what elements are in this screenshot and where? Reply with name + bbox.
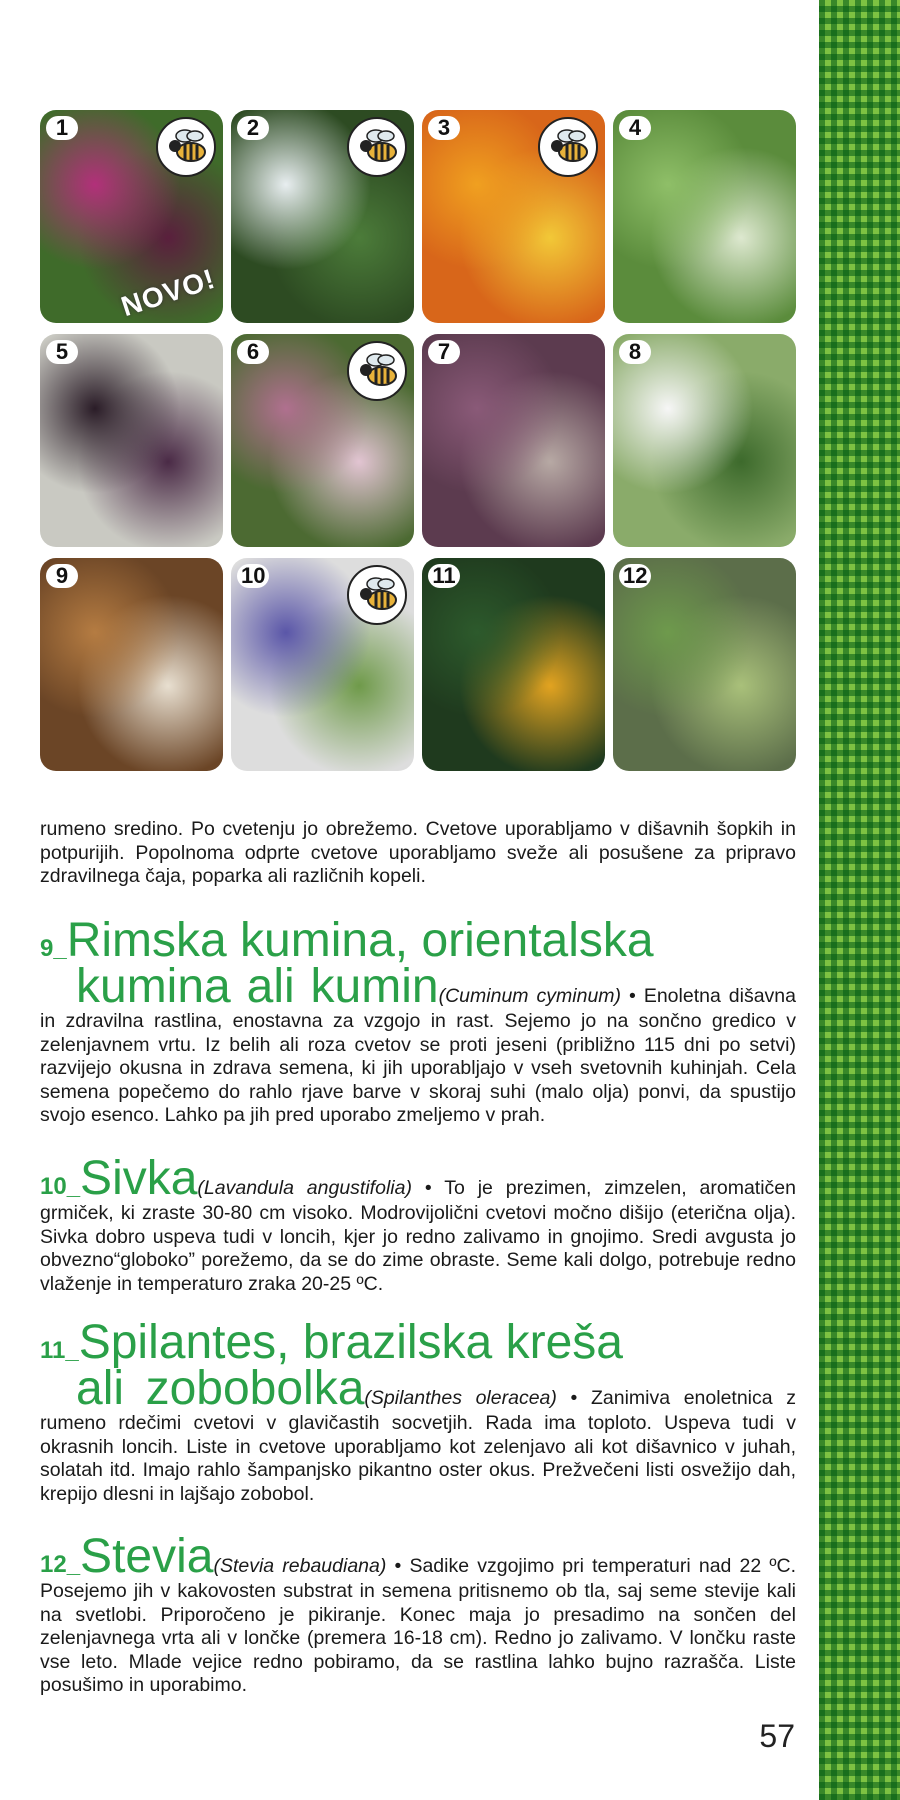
photo-number: 5 xyxy=(46,340,78,364)
section-body: • To je prezimen, zimzelen, aromatičen grmiček, ki zraste 30-80 cm visoko. Modrovijolični cvetovi močno dišijo (eterična olja). Sivka dobro uspeva tudi v loncih, kjer jo redno zalivamo in gnojimo. Sredi avgusta jo obvezno“globoko” porežemo, da se do zime obraste. Seme kali dolgo, potrebuje redno vlaženje in temperaturo zraka 20-25 ºC. xyxy=(40,1177,796,1295)
plant-photo-10 xyxy=(231,558,414,771)
section-title: Spilantes, brazilska kreša xyxy=(78,1316,623,1369)
bee-icon xyxy=(346,340,408,402)
photo-number: 7 xyxy=(428,340,460,364)
plant-photo-11 xyxy=(422,558,605,771)
checkered-border xyxy=(819,0,900,1800)
new-badge: NOVO! xyxy=(117,262,220,323)
section-title: Stevia xyxy=(80,1530,214,1583)
photo-number: 3 xyxy=(428,116,460,140)
section-title-cont: kumina ali kumin xyxy=(76,960,439,1013)
bee-icon xyxy=(346,564,408,626)
section-title: Rimska kumina, orientalska xyxy=(66,914,654,967)
section-12 xyxy=(40,1530,796,1698)
latin-name: (Stevia rebaudiana) xyxy=(213,1555,387,1577)
section-11 xyxy=(40,1316,796,1506)
photo-number: 4 xyxy=(619,116,651,140)
section-number: 12_ xyxy=(40,1551,81,1578)
section-9 xyxy=(40,914,797,1128)
plant-photo-5 xyxy=(40,334,223,547)
section-title: Sivka xyxy=(80,1152,198,1205)
plant-photo-6 xyxy=(231,334,414,547)
plant-photo-2 xyxy=(231,110,414,323)
plant-photo-3 xyxy=(422,110,605,323)
plant-photo-8 xyxy=(613,334,796,547)
section-number: 10_ xyxy=(40,1173,81,1200)
section-body: • Sadike vzgojimo pri temperaturi nad 22 ºC. Posejemo jih v kakovosten substrat in semena pritisnemo ob tla, saj seme stevije kali na svetlobi. Priporočeno je pikiranje. Konec maja jo presadimo na sončen del zelenjavnega vrta ali v lončke (premera 16-18 cm). Redno jo zalivamo. V lončku raste vse leto. Mlade vejice redno pobiramo, da se rastlina lahko bujno razrašča. Liste posušimo in uporabimo. xyxy=(40,1555,796,1696)
plant-photo-12 xyxy=(613,558,796,771)
photo-number: 6 xyxy=(237,340,269,364)
bee-icon xyxy=(346,116,408,178)
photo-number: 1 xyxy=(46,116,78,140)
section-title-cont: ali zobobolka xyxy=(76,1362,365,1415)
page-number: 57 xyxy=(759,1718,795,1754)
photo-number: 9 xyxy=(46,564,78,588)
photo-number: 11 xyxy=(428,564,460,588)
photo-number: 10 xyxy=(237,564,269,588)
plant-photo-7 xyxy=(422,334,605,547)
latin-name: (Spilanthes oleracea) xyxy=(364,1387,557,1409)
section-number: 11_ xyxy=(40,1337,79,1364)
photo-number: 8 xyxy=(619,340,651,364)
section-10 xyxy=(40,1152,796,1296)
latin-name: (Lavandula angustifolia) xyxy=(197,1177,412,1199)
latin-name: (Cuminum cyminum) xyxy=(438,985,622,1007)
intro-paragraph: rumeno sredino. Po cvetenju jo obrežemo. Cvetove uporabljamo v dišavnih šopkih in potpurijih. Popolnoma odprte cvetove uporabljamo sveže ali posušene za pripravo zdravilnega čaja, poparka ali različnih kopeli. xyxy=(40,818,796,887)
plant-photo-4 xyxy=(613,110,796,323)
section-body: • Zanimiva enoletnica z rumeno rdečimi cvetovi v glavičastih socvetjih. Rada ima toploto. Uspeva tudi v okrasnih loncih. Liste in cvetove uporabljamo kot zelenjavo ali kot dišavnico v juhah, solatah itd. Imajo rahlo šampanjsko pikantno oster okus. Prežvečeni listi osvežijo dah, krepijo dlesni in lajšajo zobobol. xyxy=(40,1387,796,1505)
bee-icon xyxy=(155,116,217,178)
section-body: • Enoletna dišavna in zdravilna rastlina, enostavna za vzgojo in rast. Sejemo jo na sončno gredico v zelenjavnem vrtu. Iz belih ali roza cvetov se proti jeseni (približno 115 dni po setvi) razvijejo okusna in zdrava semena, ki jih uporabljajo v vseh svetovnih kuhinjah. Cela semena popečemo do rahlo rjave barve v skoraj suhi (malo olja) ponvi, da spustijo svojo esenco. Lahko pa jih pred uporabo zmeljemo v prah. xyxy=(40,985,797,1126)
plant-photo-9 xyxy=(40,558,223,771)
photo-number: 2 xyxy=(237,116,269,140)
plant-photo-1 xyxy=(40,110,223,323)
photo-number: 12 xyxy=(619,564,651,588)
photo-grid xyxy=(40,110,796,772)
bee-icon xyxy=(537,116,599,178)
section-number: 9_ xyxy=(40,935,67,962)
